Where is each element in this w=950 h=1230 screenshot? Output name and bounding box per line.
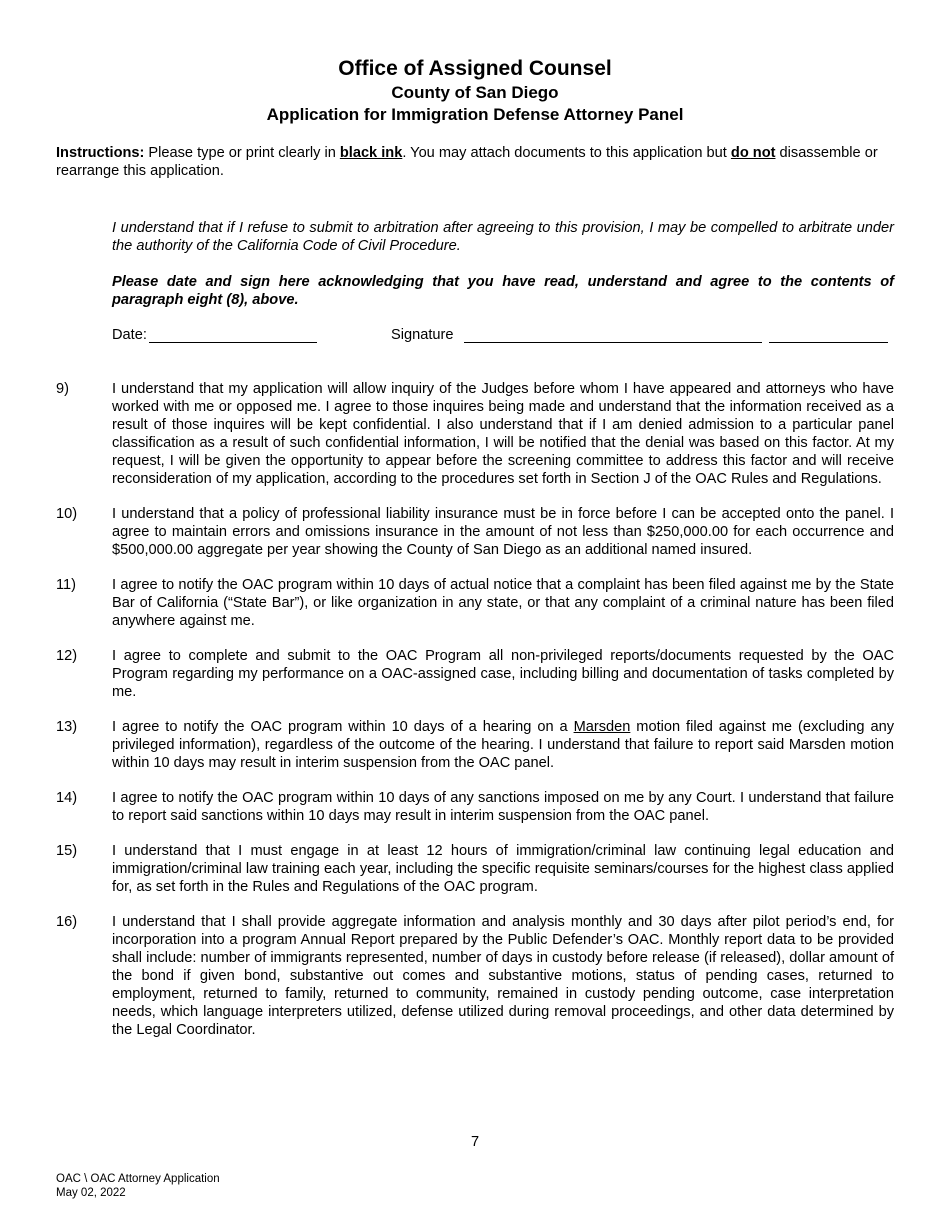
instructions-label: Instructions: (56, 145, 145, 161)
list-item (56, 842, 896, 896)
item-number: 14) (56, 790, 78, 806)
item-text: I agree to complete and submit to the OAC Program all non-privileged reports/documents requested by the OAC Program regarding my performance on a OAC-assigned case, including billing and documentation of tasks completed by me. (112, 648, 894, 700)
list-item (56, 380, 896, 488)
item-number: 13) (56, 719, 78, 735)
item-number: 11) (56, 577, 77, 593)
list-item (56, 789, 896, 825)
footer-path: OAC \ OAC Attorney Application (56, 1173, 220, 1185)
numbered-items (56, 380, 896, 1056)
marsden-underlined: Marsden (573, 719, 631, 735)
signature-field[interactable] (464, 326, 762, 343)
signature-row (112, 326, 894, 346)
footer (56, 1172, 220, 1200)
arbitration-statement: I understand that if I refuse to submit to arbitration after agreeing to this provision, I may be compelled to arbitrate under the authority of the California Code of Civil Procedure. (112, 220, 894, 254)
list-item (56, 718, 896, 772)
item-text (112, 718, 894, 772)
list-item (56, 647, 896, 701)
instructions-text-3: disassemble or rearrange this application. (56, 145, 878, 179)
do-not-emphasis: do not (730, 145, 776, 161)
item-number: 16) (56, 914, 78, 930)
instructions-text-1: Please type or print clearly in (144, 145, 340, 161)
footer-date: May 02, 2022 (56, 1187, 126, 1199)
list-item (56, 505, 896, 559)
acknowledgment-statement: Please date and sign here acknowledging that you have read, understand and agree to the contents of paragraph eight (8), above. (112, 274, 894, 308)
item-text: I understand that I must engage in at least 12 hours of immigration/criminal law continuing legal education and immigration/criminal law training each year, including the specific requisite seminars/courses for the highest class applied for, as set forth in the Rules and Regulations of the OAC program. (112, 843, 894, 895)
list-item (56, 576, 896, 630)
page-number: 7 (470, 1134, 480, 1150)
office-title: Office of Assigned Counsel (338, 57, 612, 80)
date-field[interactable] (149, 326, 317, 343)
item-text: I understand that my application will allow inquiry of the Judges before whom I have appeared and attorneys who have worked with me or opposed me. I agree to those inquires being made and understand that the information received as a result of those inquires will be kept confidential. I also understand that if I am denied admission to a particular panel classification as a result of such confidential information, I will be notified that the denial was based on this factor. At my request, I will be given the opportunity to appear before the screening committee to address this factor and will receive reconsideration of my application, according to the procedures set forth in Section J of the OAC Rules and Regulations. (112, 381, 894, 487)
list-item (56, 913, 896, 1039)
item-number: 9) (56, 381, 69, 397)
item-text: I understand that I shall provide aggregate information and analysis monthly and 30 days after pilot period’s end, for incorporation into a program Annual Report prepared by the Public Defender’s OAC. Monthly report data to be provided shall include: number of immigrants represented, number of days in custody before release (if released), dollar amount of the bond if given bond, substantive out comes and substantive motions, status of pending cases, returned to employment, returned to family, returned to community, remained in custody pending outcome, case interpretation needs, which language interpreters utilized, defense utilized during removal proceedings, and other data determined by the Legal Coordinator. (112, 914, 894, 1038)
date-label: Date: (112, 327, 147, 343)
item-text: I understand that a policy of professional liability insurance must be in force before I can be accepted onto the panel. I agree to maintain errors and omissions insurance in the amount of not less than $250,000.00 for each occurrence and $500,000.00 aggregate per year showing the County of San Diego as an additional named insured. (112, 506, 894, 558)
signature-extra-field[interactable] (769, 326, 888, 343)
instructions-paragraph (56, 144, 896, 180)
item-number: 15) (56, 843, 78, 859)
document-header (0, 56, 950, 126)
form-title: Application for Immigration Defense Attorney Panel (266, 105, 684, 124)
item-number: 10) (56, 506, 78, 522)
county-subtitle: County of San Diego (391, 83, 559, 102)
instructions-text-2: . You may attach documents to this application but (402, 145, 731, 161)
item-text-before: I agree to notify the OAC program within 10 days of a hearing on a (112, 719, 574, 735)
item-text-after: motion filed against me (excluding any privileged information), regardless of the outcome of the hearing. I understand that failure to report said Marsden motion within 10 days may result in interim suspension from the OAC panel. (112, 719, 894, 771)
black-ink-emphasis: black ink (339, 145, 403, 161)
item-number: 12) (56, 648, 78, 664)
item-text: I agree to notify the OAC program within 10 days of actual notice that a complaint has been filed against me by the State Bar of California (“State Bar”), or like organization in any state, or that any complaint of a criminal nature has been filed anywhere against me. (112, 577, 894, 629)
signature-label: Signature (391, 327, 454, 343)
item-text: I agree to notify the OAC program within 10 days of any sanctions imposed on me by any Court. I understand that failure to report said sanctions within 10 days may result in interim suspension from the OAC panel. (112, 790, 894, 824)
